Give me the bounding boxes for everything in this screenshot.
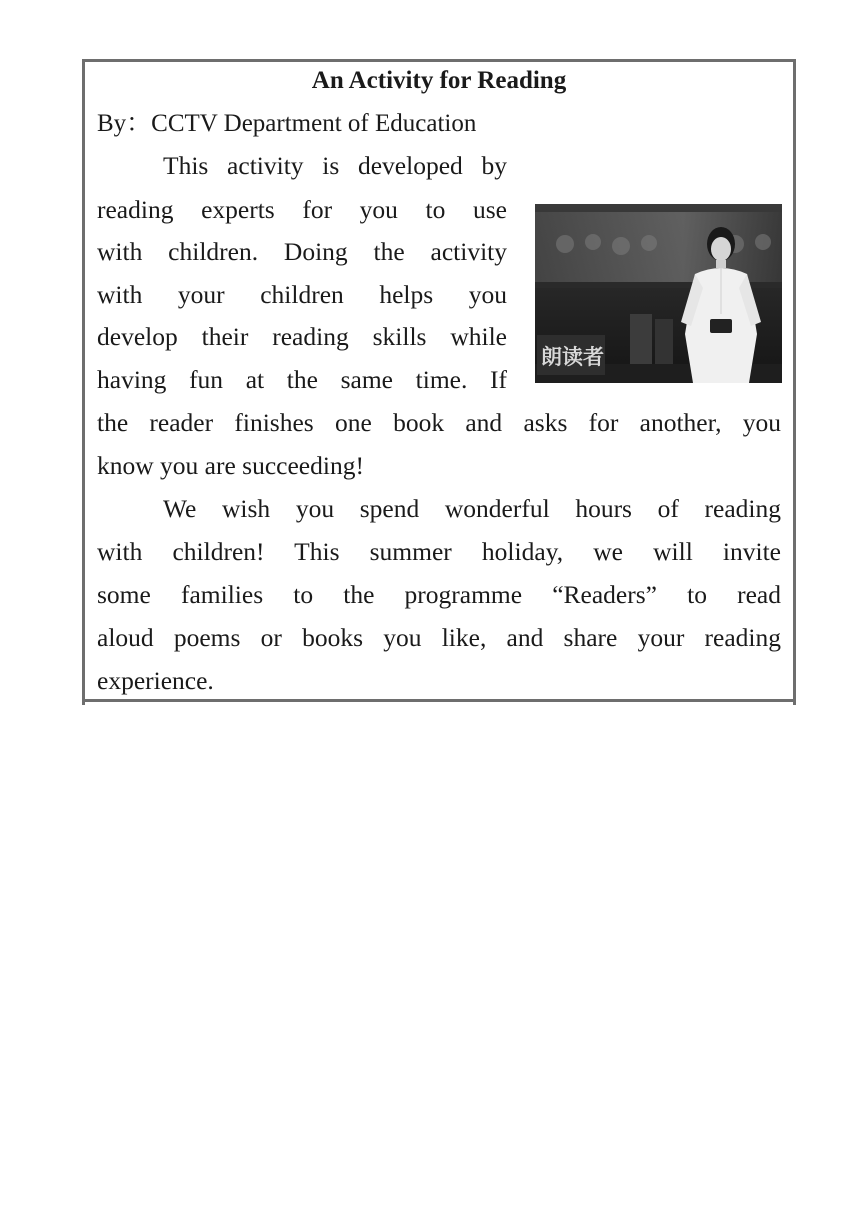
paragraph-2-line: aloud poems or books you like, and share your reading	[97, 623, 781, 652]
article-byline: By：CCTV Department of Education	[97, 110, 477, 137]
paragraph-1-line: the reader finishes one book and asks for another, you	[97, 408, 781, 437]
paragraph-1-line: know you are succeeding!	[97, 451, 364, 480]
paragraph-1-line: having fun at the same time. If	[97, 365, 507, 394]
paragraph-2-line: with children! This summer holiday, we will invite	[97, 537, 781, 566]
paragraph-1-line: with children. Doing the activity	[97, 237, 507, 266]
paragraph-2-line: some families to the programme “Readers” to read	[97, 580, 781, 609]
paragraph-2-line: experience.	[97, 666, 214, 695]
photo-sign-text: 朗读者	[541, 345, 604, 369]
paragraph-1-line: develop their reading skills while	[97, 322, 507, 351]
paragraph-1-line: This activity is developed by	[163, 151, 507, 180]
paragraph-2-line: We wish you spend wonderful hours of reading	[163, 494, 781, 523]
article-photo	[535, 204, 782, 383]
frame-bottom-rule	[82, 699, 796, 702]
paragraph-1-line: reading experts for you to use	[97, 195, 507, 224]
paragraph-1-line: with your children helps you	[97, 280, 507, 309]
article-title: An Activity for Reading	[311, 67, 567, 94]
